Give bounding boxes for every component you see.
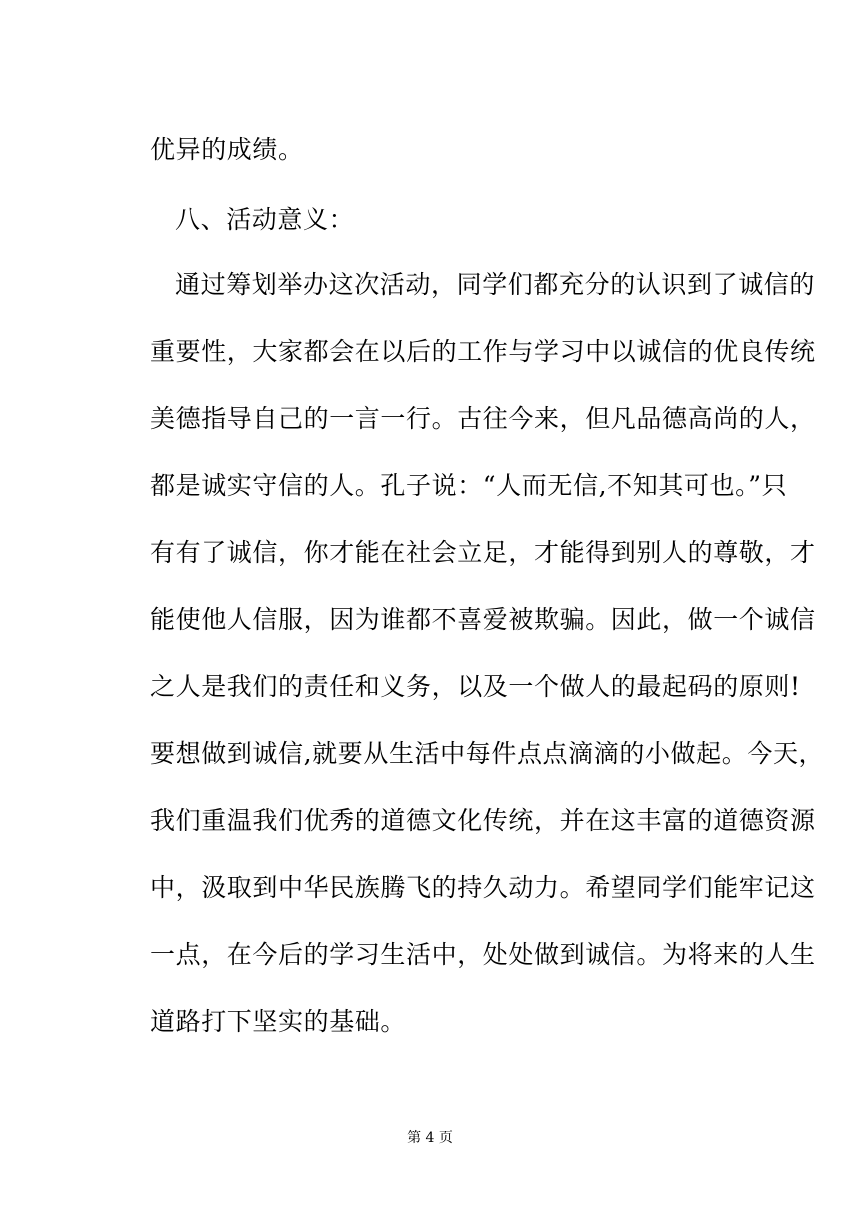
text-line xyxy=(0,1002,860,1042)
text-line xyxy=(0,801,860,841)
text-line xyxy=(0,466,860,506)
line-text: 能使他人信服，因为谁都不喜爱被欺骗。因此，做一个诚信 xyxy=(150,605,816,634)
page-number: 第 4 页 xyxy=(407,1130,453,1146)
text-line xyxy=(0,533,860,573)
text-line xyxy=(0,935,860,975)
line-text: 通过筹划举办这次活动，同学们都充分的认识到了诚信的 xyxy=(175,270,816,299)
text-line xyxy=(0,734,860,774)
line-text: 都是诚实守信的人。孔子说：“人而无信,不知其可也。”只 xyxy=(150,471,788,500)
text-line xyxy=(0,265,860,305)
text-line xyxy=(0,600,860,640)
line-text: 之人是我们的责任和义务，以及一个做人的最起码的原则! xyxy=(150,672,801,701)
line-text: 要想做到诚信,就要从生活中每件点点滴滴的小做起。今天， xyxy=(150,739,825,768)
text-line xyxy=(0,399,860,439)
line-text: 美德指导自己的一言一行。古往今来，但凡品德高尚的人， xyxy=(150,404,816,433)
text-line xyxy=(0,332,860,372)
text-line xyxy=(0,130,860,170)
text-line xyxy=(0,667,860,707)
text-line xyxy=(0,200,860,240)
line-text: 一点，在今后的学习生活中，处处做到诚信。为将来的人生 xyxy=(150,940,816,969)
text-line xyxy=(0,868,860,908)
line-text: 道路打下坚实的基础。 xyxy=(150,1007,407,1036)
section-heading: 八、活动意义： xyxy=(175,205,355,234)
line-text: 中，汲取到中华民族腾飞的持久动力。希望同学们能牢记这 xyxy=(150,873,816,902)
line-text: 有有了诚信，你才能在社会立足，才能得到别人的尊敬，才 xyxy=(150,538,816,567)
line-text: 优异的成绩。 xyxy=(150,135,304,164)
line-text: 我们重温我们优秀的道德文化传统，并在这丰富的道德资源 xyxy=(150,806,816,835)
line-text: 重要性，大家都会在以后的工作与学习中以诚信的优良传统 xyxy=(150,337,816,366)
